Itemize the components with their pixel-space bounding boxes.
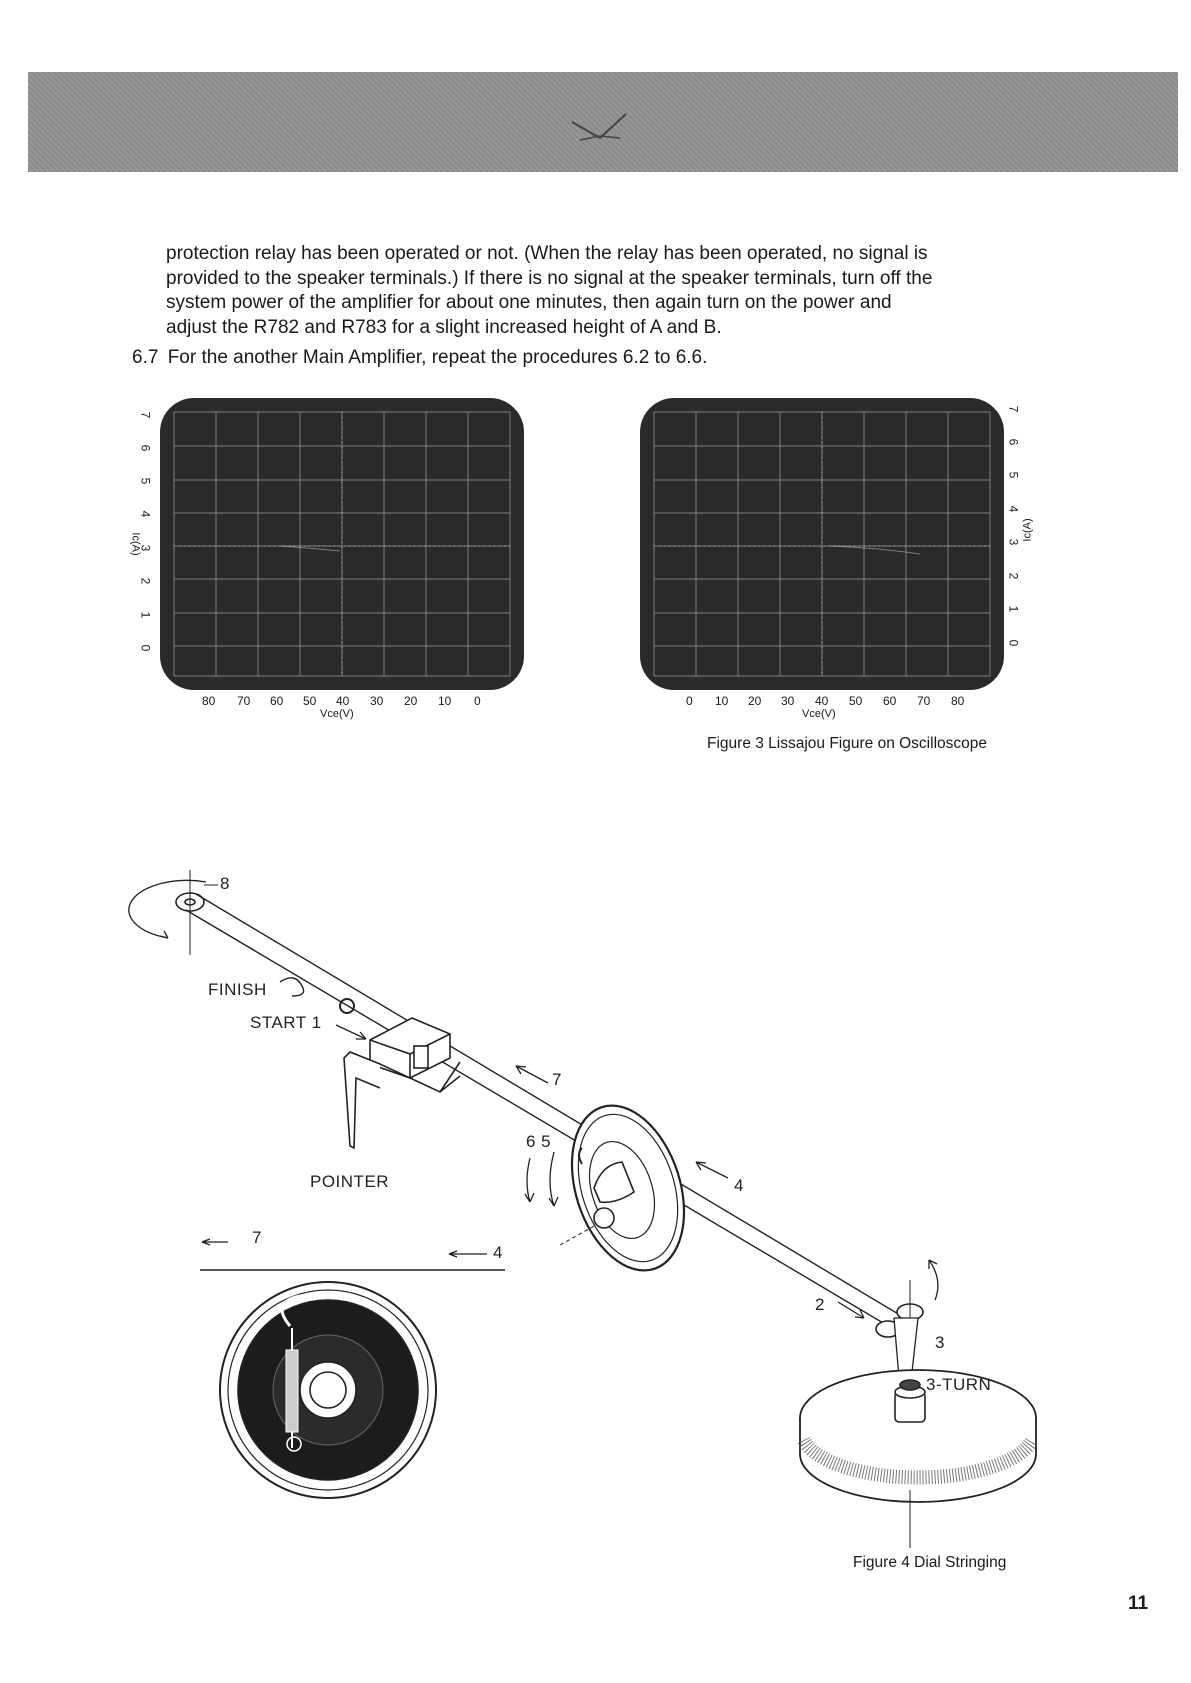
label-3-turn: 3-TURN <box>926 1375 992 1394</box>
paragraph-line: protection relay has been operated or not. (When the relay has been operated, no signal is <box>166 243 928 264</box>
y-axis-title: Ic(A) <box>129 532 142 556</box>
y-tick-label: 2 <box>1006 572 1021 580</box>
x-tick-label: 20 <box>404 694 418 708</box>
label-pointer: POINTER <box>310 1172 390 1191</box>
y-tick-label: 7 <box>138 411 153 419</box>
x-tick-label: 40 <box>815 694 829 708</box>
y-tick-label: 6 <box>1006 438 1021 446</box>
x-tick-label: 50 <box>303 694 317 708</box>
inset-label-4: 4 <box>493 1243 503 1262</box>
paragraph-line: adjust the R782 and R783 for a slight increased height of A and B. <box>166 316 722 338</box>
x-tick-label: 20 <box>748 694 762 708</box>
x-axis-title: Vce(V) <box>320 708 354 720</box>
y-tick-label: 0 <box>138 644 153 652</box>
x-tick-label: 10 <box>715 694 729 708</box>
label-7: 7 <box>552 1070 562 1089</box>
figure-3-caption: Figure 3 Lissajou Figure on Oscilloscope <box>707 735 987 752</box>
x-tick-label: 70 <box>917 694 931 708</box>
paragraph-line: system power of the amplifier for about one minutes, then again turn on the power and <box>166 292 892 313</box>
step-text: For the another Main Amplifier, repeat the procedures 6.2 to 6.6. <box>167 347 708 368</box>
label-3: 3 <box>935 1333 945 1352</box>
x-tick-label: 40 <box>336 694 350 708</box>
y-tick-label: 2 <box>138 577 153 585</box>
x-tick-label: 80 <box>202 694 216 708</box>
y-tick-label: 5 <box>1006 471 1021 479</box>
label-2: 2 <box>815 1295 825 1314</box>
y-tick-label: 5 <box>138 477 153 485</box>
x-tick-label: 70 <box>237 694 251 708</box>
label-finish: FINISH <box>208 980 267 999</box>
x-tick-label: 0 <box>474 694 481 708</box>
y-tick-label: 7 <box>1006 405 1021 413</box>
y-tick-label: 1 <box>1006 605 1021 613</box>
x-tick-label: 50 <box>849 694 863 708</box>
x-axis-title: Vce(V) <box>802 708 836 720</box>
figure-4-caption: Figure 4 Dial Stringing <box>853 1554 1007 1571</box>
label-8: 8 <box>220 874 230 893</box>
label-6-5: 6 5 <box>526 1132 552 1151</box>
x-tick-label: 80 <box>951 694 965 708</box>
x-tick-label: 0 <box>686 694 693 708</box>
y-tick-label: 4 <box>1006 505 1021 513</box>
x-tick-label: 10 <box>438 694 452 708</box>
label-start: START 1 <box>250 1013 322 1032</box>
y-tick-label: 3 <box>1006 538 1021 546</box>
y-tick-label: 4 <box>138 510 153 518</box>
label-4: 4 <box>734 1176 744 1195</box>
y-tick-label: 6 <box>138 444 153 452</box>
page-number: 11 <box>1128 1593 1149 1614</box>
y-tick-label: 0 <box>1006 639 1021 647</box>
x-tick-label: 30 <box>370 694 384 708</box>
x-tick-label: 30 <box>781 694 795 708</box>
step-number: 6.7 <box>132 347 159 368</box>
y-axis-title: Ic(A) <box>1021 518 1034 542</box>
inset-label-7: 7 <box>252 1228 262 1247</box>
y-tick-label: 1 <box>138 611 153 619</box>
x-tick-label: 60 <box>270 694 284 708</box>
paragraph-line: provided to the speaker terminals.) If there is no signal at the speaker terminals, turn off the <box>166 267 933 289</box>
y-tick-label: 3 <box>138 544 153 552</box>
x-tick-label: 60 <box>883 694 897 708</box>
